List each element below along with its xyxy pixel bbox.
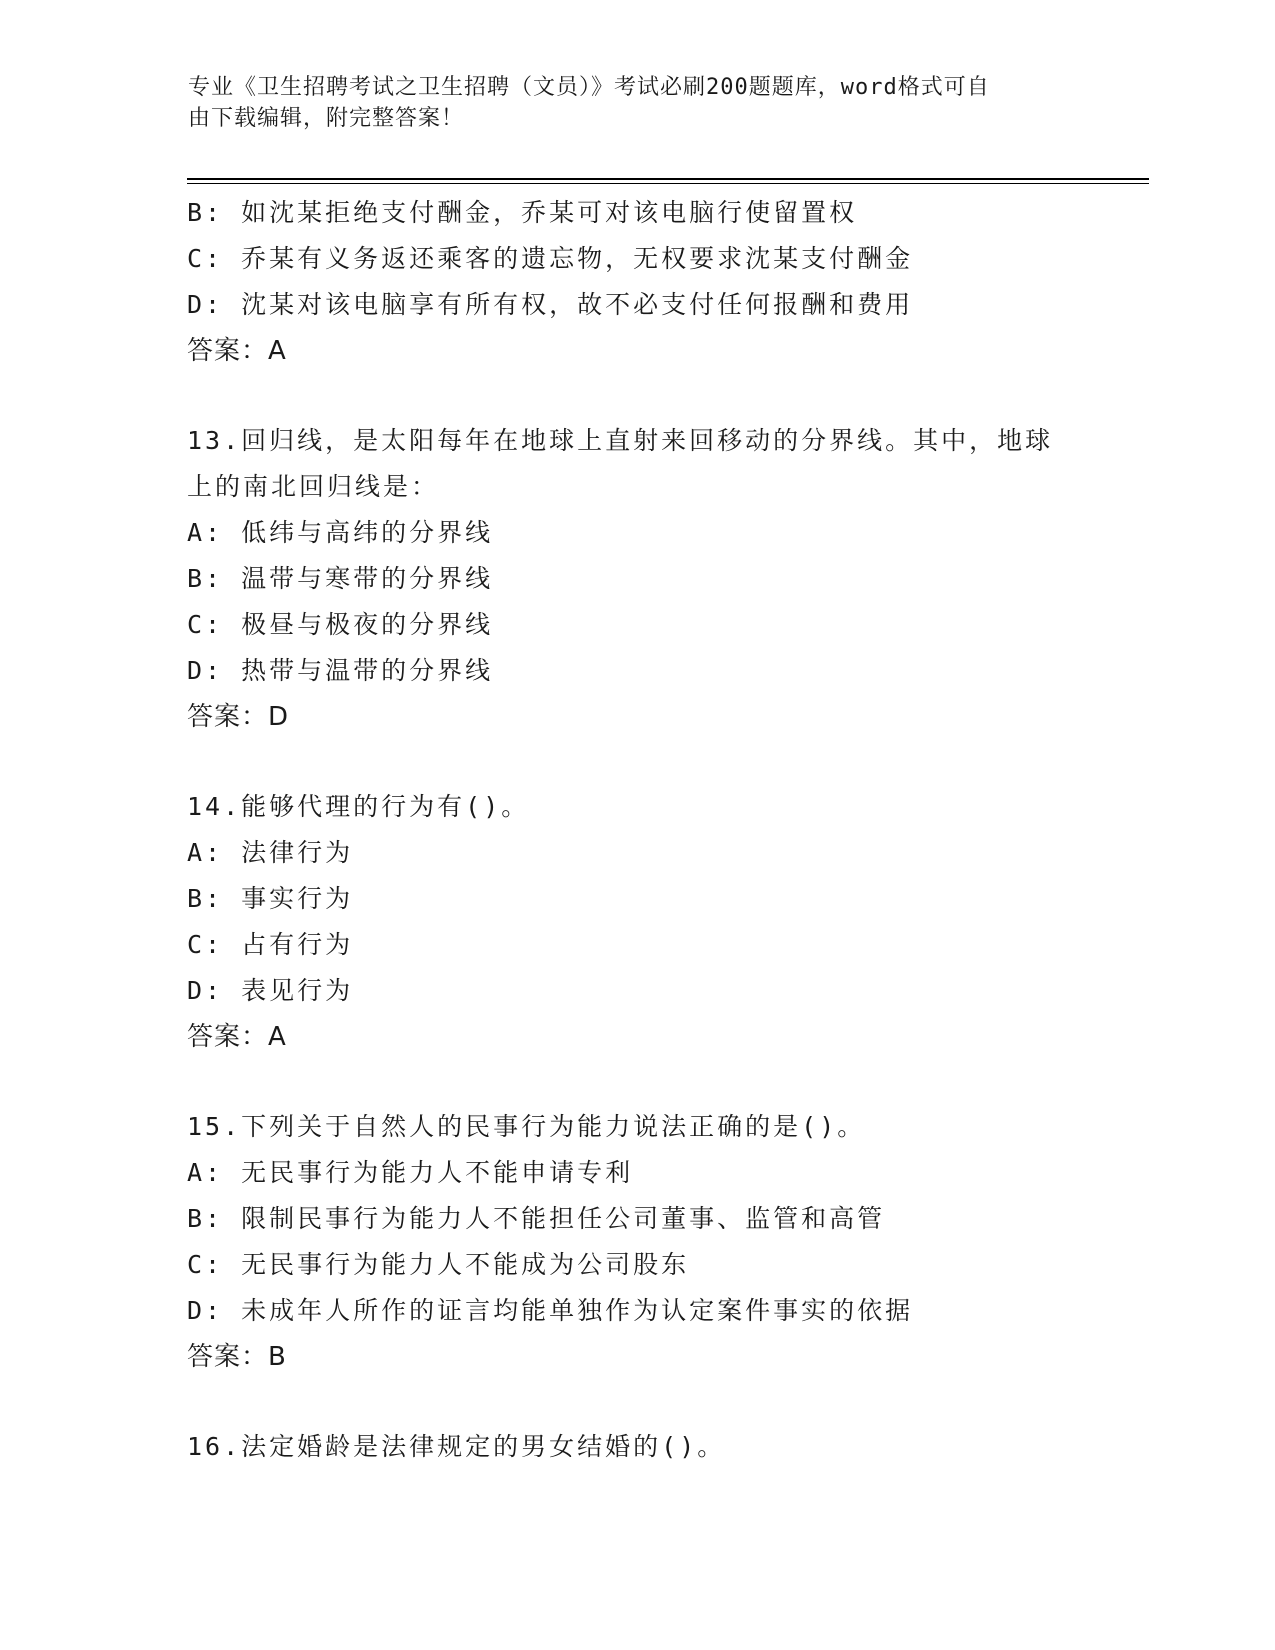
question-15 bbox=[187, 1104, 1087, 1380]
question-list bbox=[187, 190, 1087, 1470]
header-line-1: 专业《卫生招聘考试之卫生招聘（文员）》考试必刷200题题库，word格式可自 bbox=[188, 75, 990, 100]
answer: 答案：A bbox=[187, 1022, 287, 1052]
question-stem: 14.能够代理的行为有()。 bbox=[187, 792, 530, 821]
option-c: C: 乔某有义务返还乘客的遗忘物，无权要求沈某支付酬金 bbox=[187, 244, 914, 273]
option-d: D: 表见行为 bbox=[187, 976, 354, 1005]
document-header bbox=[188, 72, 1068, 134]
question-13 bbox=[187, 418, 1087, 740]
question-stem: 16.法定婚龄是法律规定的男女结婚的()。 bbox=[187, 1432, 726, 1461]
option-a: A: 低纬与高纬的分界线 bbox=[187, 518, 494, 547]
header-divider-thick bbox=[187, 178, 1149, 180]
question-stem-continued: 上的南北回归线是： bbox=[187, 472, 440, 501]
question-stem: 13.回归线，是太阳每年在地球上直射来回移动的分界线。其中，地球 bbox=[187, 426, 1054, 455]
answer: 答案：A bbox=[187, 336, 287, 366]
answer: 答案：B bbox=[187, 1342, 287, 1372]
option-c: C: 极昼与极夜的分界线 bbox=[187, 610, 494, 639]
question-12 bbox=[187, 190, 1087, 374]
option-a: A: 无民事行为能力人不能申请专利 bbox=[187, 1158, 634, 1187]
option-c: C: 无民事行为能力人不能成为公司股东 bbox=[187, 1250, 690, 1279]
answer: 答案：D bbox=[187, 702, 290, 732]
option-d: D: 沈某对该电脑享有所有权，故不必支付任何报酬和费用 bbox=[187, 290, 914, 319]
question-16 bbox=[187, 1424, 1087, 1470]
question-stem: 15.下列关于自然人的民事行为能力说法正确的是()。 bbox=[187, 1112, 866, 1141]
option-b: B: 如沈某拒绝支付酬金，乔某可对该电脑行使留置权 bbox=[187, 198, 858, 227]
option-c: C: 占有行为 bbox=[187, 930, 354, 959]
header-line-2: 由下载编辑，附完整答案！ bbox=[188, 106, 465, 131]
option-b: B: 事实行为 bbox=[187, 884, 354, 913]
option-d: D: 未成年人所作的证言均能单独作为认定案件事实的依据 bbox=[187, 1296, 914, 1325]
question-14 bbox=[187, 784, 1087, 1060]
option-b: B: 限制民事行为能力人不能担任公司董事、监管和高管 bbox=[187, 1204, 886, 1233]
option-b: B: 温带与寒带的分界线 bbox=[187, 564, 494, 593]
option-d: D: 热带与温带的分界线 bbox=[187, 656, 494, 685]
option-a: A: 法律行为 bbox=[187, 838, 354, 867]
header-divider-thin bbox=[187, 183, 1149, 184]
